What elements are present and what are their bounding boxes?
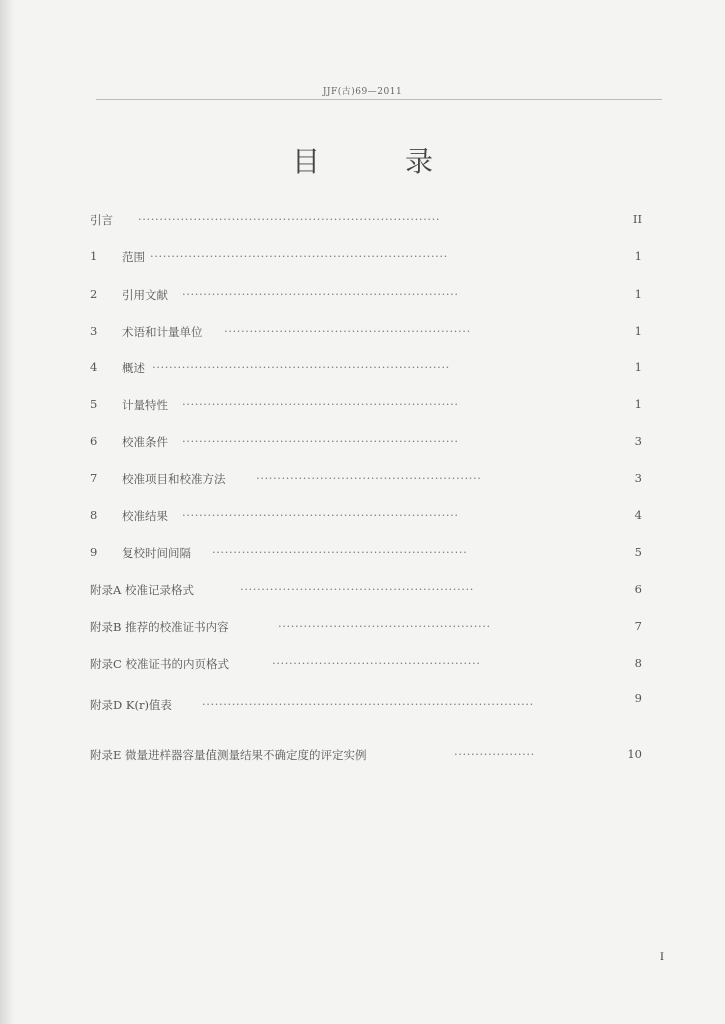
toc-entry-6[interactable] — [90, 434, 642, 452]
toc-leader-dots: ····················································· — [256, 471, 482, 485]
toc-leader-dots: ······································································ — [152, 360, 450, 374]
standard-code: JJF(古)69—2011 — [322, 87, 403, 97]
toc-entry-5[interactable] — [90, 397, 642, 415]
toc-entry-page: 3 — [634, 471, 642, 485]
toc-entry-number: 7 — [90, 471, 98, 485]
toc-entry-page: II — [632, 212, 642, 226]
toc-leader-dots: ················································· — [272, 656, 481, 670]
toc-entry-7[interactable] — [90, 471, 642, 489]
toc-entry-appendix-c[interactable] — [90, 656, 642, 674]
toc-leader-dots: ·················································· — [278, 619, 491, 633]
toc-entry-4[interactable] — [90, 360, 642, 378]
toc-entry-label: 附录D K(r)值表 — [90, 698, 172, 712]
toc-entry-2[interactable] — [90, 287, 642, 305]
toc-leader-dots: ·························································· — [224, 324, 471, 338]
toc-entry-number: 1 — [90, 249, 98, 263]
toc-entry-label: 附录B 推荐的校准证书内容 — [90, 620, 229, 634]
toc-leader-dots: ······················································· — [240, 582, 475, 596]
toc-entry-label: 范围 — [122, 250, 145, 264]
toc-entry-introduction[interactable] — [90, 212, 642, 230]
toc-entry-number: 4 — [90, 360, 98, 374]
toc-entry-label: 附录A 校准记录格式 — [90, 583, 194, 597]
toc-leader-dots: ································································· — [182, 397, 459, 411]
toc-entry-appendix-e[interactable] — [90, 747, 642, 765]
toc-entry-page: 1 — [634, 249, 642, 263]
toc-entry-label: 引言 — [90, 213, 113, 227]
toc-entry-page: 3 — [634, 434, 642, 448]
toc-leader-dots: ································································· — [182, 287, 459, 301]
toc-leader-dots: ···························································· — [212, 545, 468, 559]
toc-entry-appendix-b[interactable] — [90, 619, 642, 637]
toc-leader-dots: ································································· — [182, 434, 459, 448]
toc-entry-9[interactable] — [90, 545, 642, 563]
toc-entry-label: 校准条件 — [122, 435, 168, 449]
toc-entry-label: 计量特性 — [122, 398, 168, 412]
toc-entry-appendix-a[interactable] — [90, 582, 642, 600]
toc-entry-label: 引用文献 — [122, 288, 168, 302]
toc-entry-number: 5 — [90, 397, 98, 411]
toc-entry-number: 3 — [90, 324, 98, 338]
toc-entry-label: 附录E 微量进样器容量值测量结果不确定度的评定实例 — [90, 748, 367, 762]
toc-entry-3[interactable] — [90, 324, 642, 342]
toc-entry-page: 1 — [634, 324, 642, 338]
page-number: I — [660, 952, 664, 963]
toc-entry-label: 校准项目和校准方法 — [122, 472, 226, 486]
toc-entry-8[interactable] — [90, 508, 642, 526]
toc-entry-page: 5 — [634, 545, 642, 559]
toc-leader-dots: ··················· — [454, 747, 535, 761]
toc-entry-page: 6 — [634, 582, 642, 596]
toc-entry-1[interactable] — [90, 249, 642, 267]
toc-entry-page: 1 — [634, 360, 642, 374]
toc-entry-page: 10 — [627, 747, 642, 761]
toc-entry-page: 1 — [634, 397, 642, 411]
toc-entry-label: 附录C 校准证书的内页格式 — [90, 657, 229, 671]
toc-leader-dots: ·············································································· — [202, 697, 534, 711]
toc-entry-page: 9 — [634, 691, 642, 705]
toc-entry-page: 4 — [634, 508, 642, 522]
toc-entry-label: 概述 — [122, 361, 145, 375]
toc-entry-number: 2 — [90, 287, 98, 301]
toc-entry-label: 复校时间间隔 — [122, 546, 191, 560]
toc-entry-page: 7 — [634, 619, 642, 633]
toc-entry-number: 9 — [90, 545, 98, 559]
toc-entry-label: 校准结果 — [122, 509, 168, 523]
toc-leader-dots: ······································································ — [150, 249, 448, 263]
toc-entry-page: 1 — [634, 287, 642, 301]
toc-entry-number: 8 — [90, 508, 98, 522]
toc-entry-number: 6 — [90, 434, 98, 448]
title-char-2: 录 — [404, 145, 433, 178]
toc-leader-dots: ································································· — [182, 508, 459, 522]
toc-leader-dots: ······································································· — [138, 212, 441, 226]
title-char-1: 目 — [292, 145, 321, 178]
toc-entry-label: 术语和计量单位 — [122, 325, 203, 339]
toc-entry-appendix-d[interactable] — [90, 691, 642, 715]
toc-entry-page: 8 — [634, 656, 642, 670]
